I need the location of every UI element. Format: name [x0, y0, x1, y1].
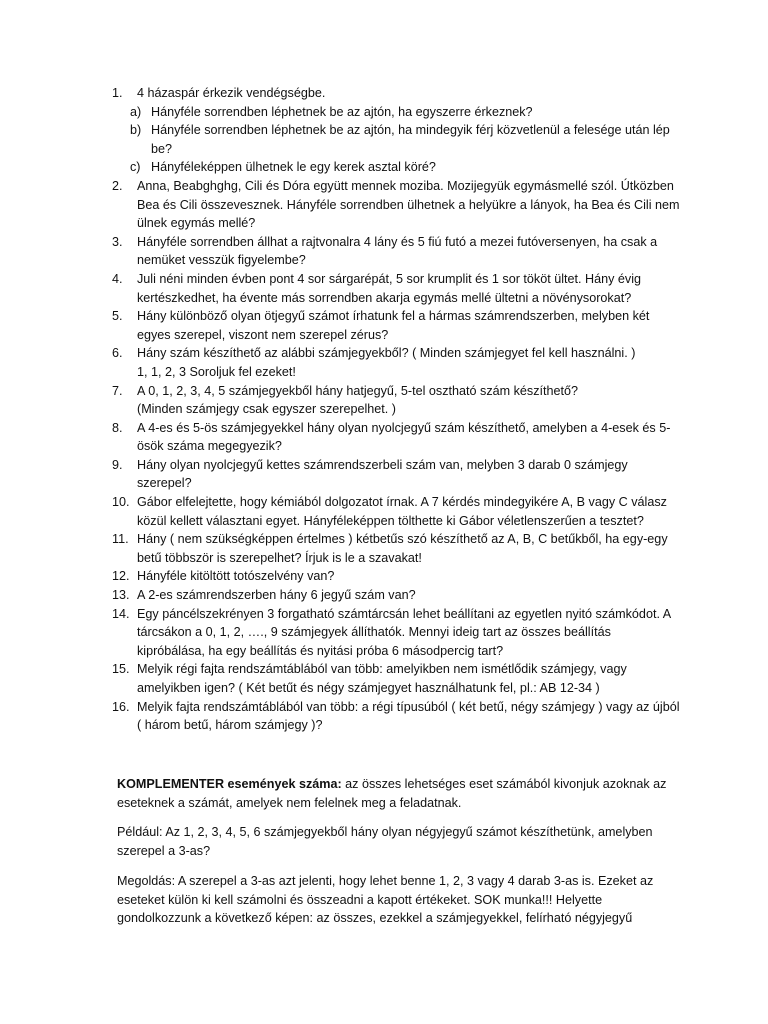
problem-7 [0, 382, 768, 419]
problem-12 [0, 567, 768, 586]
problem-4 [0, 270, 768, 307]
problem-11 [0, 530, 768, 567]
problem-15 [0, 660, 768, 697]
problem-number: 6. [112, 346, 123, 361]
problem-8 [0, 419, 768, 456]
subproblem-text: Hányféle sorrendben léphetnek be az ajtón, ha egyszerre érkeznek? [151, 104, 533, 119]
problem-5 [0, 307, 768, 344]
complement-heading: KOMPLEMENTER események száma: [117, 777, 342, 791]
subproblem-list [130, 103, 680, 177]
example-text: Például: Az 1, 2, 3, 4, 5, 6 számjegyekből hány olyan négyjegyű számot készíthetünk, amelyben szerepel a 3-as? [117, 825, 653, 858]
problem-number: 12. [112, 569, 130, 584]
problem-number: 10. [112, 495, 130, 510]
complement-text: az összes lehetséges eset számából kivonjuk azoknak az eseteknek a számát, amelyek nem felelnek meg a feladatnak. [117, 777, 667, 810]
problem-number: 2. [112, 178, 123, 193]
subproblem-b [130, 121, 680, 158]
problem-text: A 0, 1, 2, 3, 4, 5 számjegyekből hány hatjegyű, 5-tel osztható szám készíthető? (Minden számjegy csak egyszer szerepelhet. ) [137, 383, 579, 417]
subproblem-a [130, 103, 680, 122]
problem-number: 1. [112, 86, 123, 100]
problem-text: A 4-es és 5-ös számjegyekkel hány olyan nyolcjegyű szám készíthető, amelyben a 4-esek és 5-ösök száma megegyezik? [137, 420, 671, 454]
problem-text: Gábor elfelejtette, hogy kémiából dolgozatot írnak. A 7 kérdés mindegyikére A, B vagy C válasz közül kellett választani egyet. Hányféleképpen tölthette ki Gábor véletlenszerűen a tesztet? [137, 495, 667, 528]
problem-text: Juli néni minden évben pont 4 sor sárgarépát, 5 sor krumplit és 1 sor tököt ültet. Hány évig kertészkedhet, ha évente más sorrendben akarja egymás mellé ültetni a növénysorokat? [137, 271, 642, 305]
problem-text: Anna, Beabghghg, Cili és Dóra együtt mennek moziba. Mozijegyük egymásmellé szól. Útközben Bea és Cili összevesznek. Hányféle sorrendben ülhetnek a helyükre a lányok, ha Bea és Cili nem ülnek egymás mellé? [137, 178, 680, 231]
problem-number: 8. [112, 420, 123, 435]
problem-text: Hány különböző olyan ötjegyű számot írhatunk fel a hármas számrendszerben, melyben két egyes szerepel, viszont nem szerepel zérus? [137, 309, 650, 342]
problem-text: 4 házaspár érkezik vendégségbe. [137, 86, 326, 100]
problem-number: 14. [112, 606, 130, 621]
problem-number: 3. [112, 234, 123, 249]
problem-number: 4. [112, 271, 123, 286]
problem-1 [0, 84, 768, 177]
solution-paragraph [117, 872, 682, 928]
problem-text: Hány szám készíthető az alábbi számjegyekből? ( Minden számjegyet fel kell használni. ) 1, 1, 2, 3 Soroljuk fel ezeket! [137, 346, 636, 379]
problem-number: 16. [112, 699, 130, 714]
problem-16 [0, 698, 768, 735]
problem-10 [0, 493, 768, 530]
problem-number: 9. [112, 457, 123, 472]
problem-9 [0, 456, 768, 493]
example-paragraph [117, 823, 682, 860]
subproblem-c [130, 158, 680, 177]
subproblem-letter: a) [130, 104, 142, 119]
problem-number: 11. [112, 532, 129, 547]
problem-text: Egy páncélszekrényen 3 forgatható számtárcsán lehet beállítani az egyetlen nyitó számkódot. A tárcsákon a 0, 1, 2, …., 9 számjegyek állíthatók. Mennyi ideig tart az összes beállítás kipróbálása, ha egy beállítás és nyitási próba 6 másodpercig tart? [137, 606, 671, 658]
problem-6 [0, 344, 768, 381]
subproblem-text: Hányféleképpen ülhetnek le egy kerek asztal köré? [151, 160, 436, 175]
problem-number: 7. [112, 383, 123, 398]
problem-text: Hányféle kitöltött totószelvény van? [137, 569, 335, 584]
subproblem-text: Hányféle sorrendben léphetnek be az ajtón, ha mindegyik férj közvetlenül a felesége után lép be? [151, 123, 670, 156]
subproblem-letter: b) [130, 123, 142, 138]
problem-14 [0, 605, 768, 661]
problem-2 [0, 177, 768, 233]
problem-text: A 2-es számrendszerben hány 6 jegyű szám van? [137, 588, 416, 603]
problem-text: Melyik fajta rendszámtáblából van több: a régi típusúból ( két betű, négy számjegy ) vagy az újból ( három betű, három számjegy )? [137, 699, 680, 733]
problem-number: 13. [112, 588, 130, 603]
complement-paragraph [117, 775, 682, 812]
solution-text: Megoldás: A szerepel a 3-as azt jelenti, hogy lehet benne 1, 2, 3 vagy 4 darab 3-as is. Ezeket az eseteket külön ki kell számolni és összeadni a kapott értékeket. SOK munka!!! Helyette gondolkozzunk a következő képen: az összes, ezekkel a számjegyekkel, felírható négyjegyű [117, 874, 654, 926]
problem-13 [0, 586, 768, 605]
problem-number: 15. [112, 662, 130, 677]
problem-text: Melyik régi fajta rendszámtáblából van több: amelyikben nem ismétlődik számjegy, vagy amelyikben igen? ( Két betűt és négy számjegyet használhatunk fel, pl.: AB 12-34 ) [137, 662, 627, 695]
problem-number: 5. [112, 309, 123, 324]
problem-3 [0, 233, 768, 270]
subproblem-letter: c) [130, 160, 141, 175]
problem-text: Hányféle sorrendben állhat a rajtvonalra 4 lány és 5 fiú futó a mezei futóversenyen, ha csak a nemüket vesszük figyelembe? [137, 234, 658, 268]
problem-list [0, 84, 768, 735]
problem-text: Hány ( nem szükségképpen értelmes ) kétbetűs szó készíthető az A, B, C betűkből, ha egy-egy betű többször is szerepelhet? Írjuk is le a szavakat! [137, 532, 668, 565]
problem-text: Hány olyan nyolcjegyű kettes számrendszerbeli szám van, melyben 3 darab 0 számjegy szerepel? [137, 457, 628, 491]
